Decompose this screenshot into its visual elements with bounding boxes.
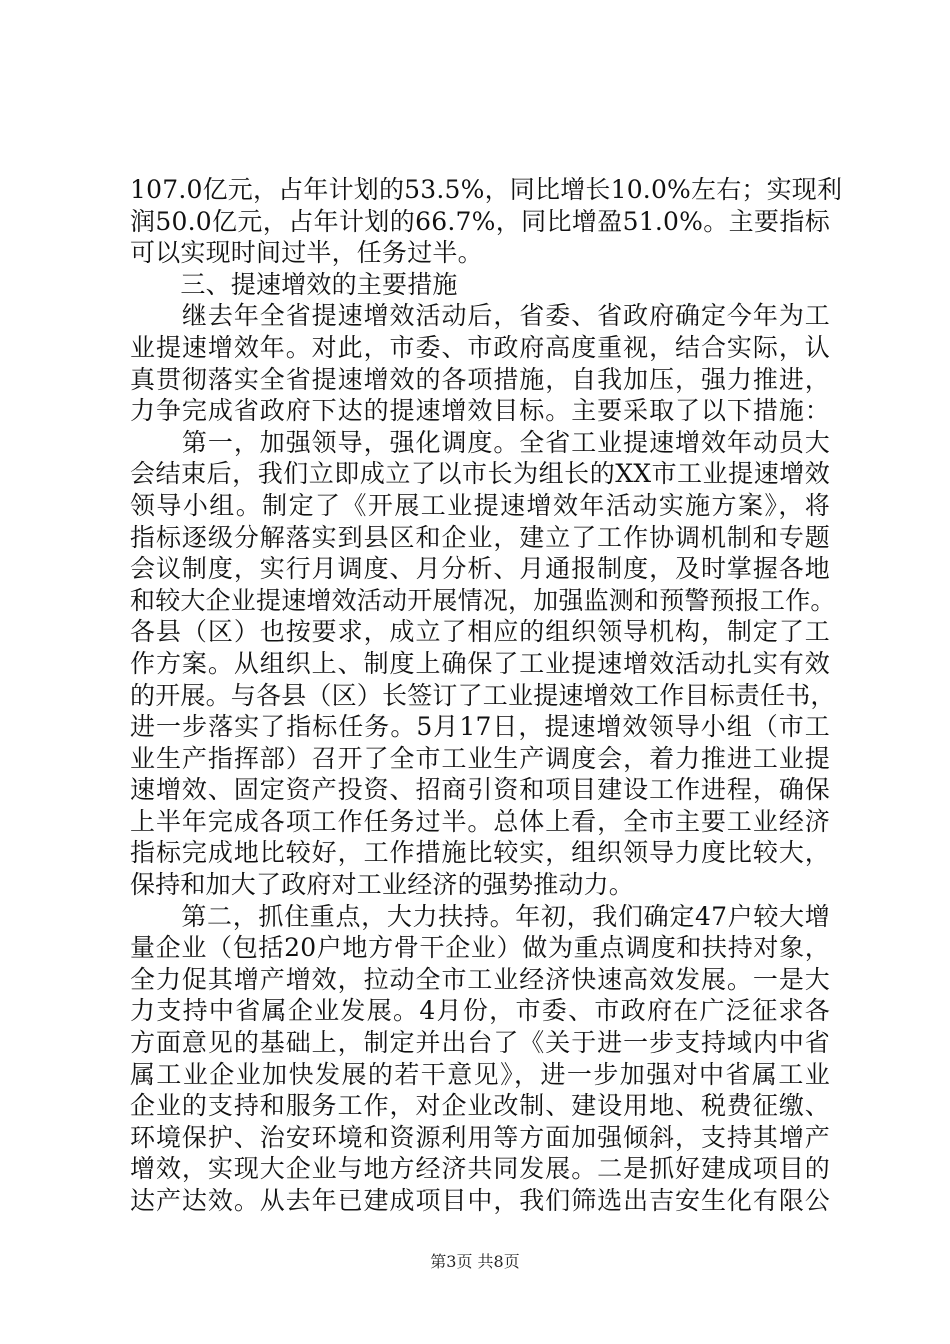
text-line: 上半年完成各项工作任务过半。总体上看，全市主要工业经济 [130, 806, 830, 836]
text-line: 环境保护、治安环境和资源利用等方面加强倾斜，支持其增产 [130, 1122, 830, 1152]
text-line: 企业的支持和服务工作，对企业改制、建设用地、税费征缴、 [130, 1091, 830, 1121]
text-line: 继去年全省提速增效活动后，省委、省政府确定今年为工 [130, 301, 830, 331]
text-line: 第一，加强领导，强化调度。全省工业提速增效年动员大 [130, 427, 830, 457]
text-line: 领导小组。制定了《开展工业提速增效年活动实施方案》，将 [130, 490, 830, 520]
text-line: 进一步落实了指标任务。5月17日，提速增效领导小组（市工 [130, 712, 830, 742]
text-line: 107.0亿元，占年计划的53.5%，同比增长10.0%左右；实现利 [130, 175, 843, 204]
text-line: 保持和加大了政府对工业经济的强势推动力。 [130, 870, 635, 900]
text-line: 润50.0亿元，占年计划的66.7%，同比增盈51.0%。主要指标 [130, 206, 830, 236]
text-line: 和较大企业提速增效活动开展情况，加强监测和预警预报工作。 [130, 585, 836, 615]
text-line: 指标逐级分解落实到县区和企业，建立了工作协调机制和专题 [130, 522, 830, 552]
text-line: 的开展。与各县（区）长签订了工业提速增效工作目标责任书， [130, 680, 836, 710]
text-line: 可以实现时间过半，任务过半。 [130, 238, 483, 268]
text-line: 力争完成省政府下达的提速增效目标。主要采取了以下措施： [130, 396, 830, 426]
text-line: 速增效、固定资产投资、招商引资和项目建设工作进程，确保 [130, 775, 830, 805]
text-line: 属工业企业加快发展的若干意见》，进一步加强对中省属工业 [130, 1059, 830, 1089]
text-line: 达产达效。从去年已建成项目中，我们筛选出吉安生化有限公 [130, 1186, 830, 1215]
text-line: 全力促其增产增效，拉动全市工业经济快速高效发展。一是大 [130, 964, 830, 994]
section-heading: 三、提速增效的主要措施 [130, 269, 458, 299]
text-line: 方面意见的基础上，制定并出台了《关于进一步支持域内中省 [130, 1028, 830, 1058]
page-footer [0, 1252, 950, 1272]
text-line: 业提速增效年。对此，市委、市政府高度重视，结合实际，认 [130, 332, 830, 362]
text-line: 指标完成地比较好，工作措施比较实，组织领导力度比较大， [130, 838, 830, 868]
text-line: 量企业（包括20户地方骨干企业）做为重点调度和扶持对象， [130, 933, 830, 963]
text-line: 会结束后，我们立即成立了以市长为组长的XX市工业提速增效 [130, 459, 830, 489]
text-line: 真贯彻落实全省提速增效的各项措施，自我加压，强力推进， [130, 364, 830, 394]
text-line: 会议制度，实行月调度、月分析、月通报制度，及时掌握各地 [130, 554, 830, 584]
text-line: 作方案。从组织上、制度上确保了工业提速增效活动扎实有效 [130, 648, 830, 678]
text-line: 力支持中省属企业发展。4月份，市委、市政府在广泛征求各 [130, 996, 830, 1026]
text-line: 第二，抓住重点，大力扶持。年初，我们确定47户较大增 [130, 901, 830, 931]
text-line: 业生产指挥部）召开了全市工业生产调度会，着力推进工业提 [130, 743, 830, 773]
page-number: 第3页 共8页 [430, 1252, 520, 1271]
document-body [130, 174, 843, 1217]
text-line: 增效，实现大企业与地方经济共同发展。二是抓好建成项目的 [130, 1154, 830, 1184]
text-line: 各县（区）也按要求，成立了相应的组织领导机构，制定了工 [130, 617, 830, 647]
